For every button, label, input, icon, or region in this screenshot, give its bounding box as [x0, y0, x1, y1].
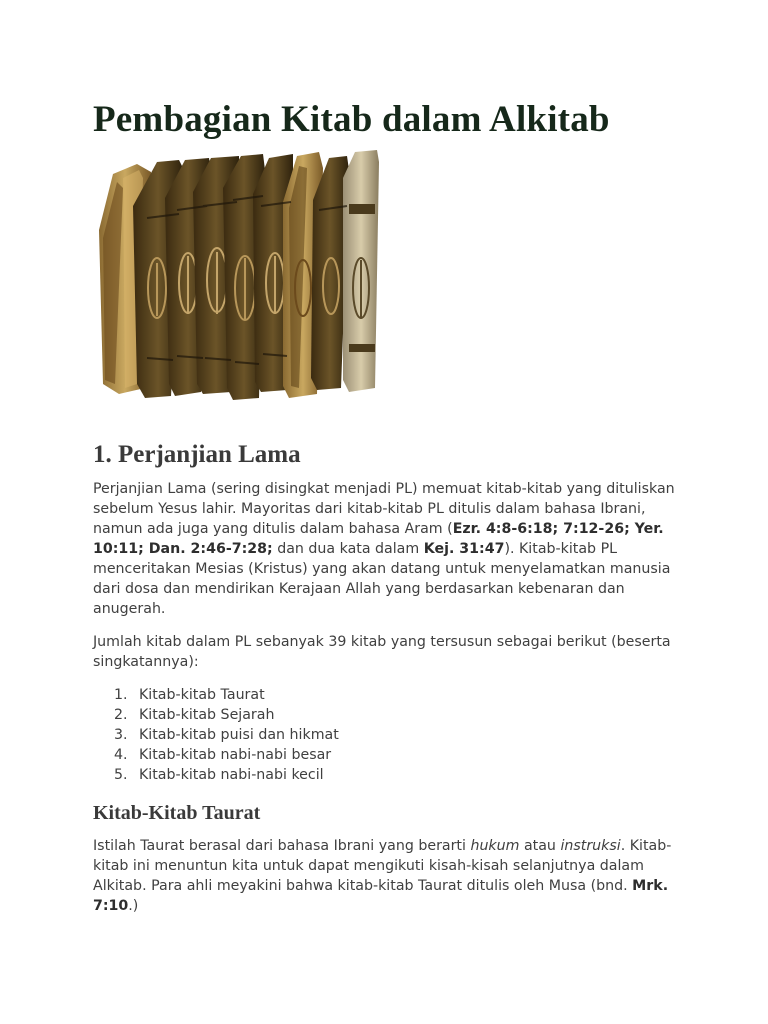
list-item: 2. Kitab-kitab Sejarah [114, 707, 275, 723]
book-category-list [93, 685, 339, 785]
paragraph-kitab-taurat [93, 836, 678, 916]
paragraph-text: atau [519, 838, 561, 854]
old-books-image [93, 148, 385, 404]
page-title: Pembagian Kitab dalam Alkitab [93, 99, 610, 140]
scripture-reference: Ezr. 4:8-6:18; 7:12-26; Yer. 10:11; Dan. 2:46-7:28; [93, 521, 664, 557]
list-item: 5. Kitab-kitab nabi-nabi kecil [114, 767, 324, 783]
paragraph-text: Istilah Taurat berasal dari bahasa Ibrani yang berarti [93, 838, 471, 854]
paragraph-perjanjian-lama [93, 479, 678, 619]
paragraph-text: Perjanjian Lama (sering disingkat menjadi PL) memuat kitab-kitab yang dituliskan sebelum Yesus lahir. Mayoritas dari kitab-kitab PL ditulis dalam bahasa Ibrani, namun ada juga yang ditulis dalam bahasa Aram ( [93, 481, 675, 537]
paragraph-text: .) [128, 898, 139, 914]
section-heading-kitab-taurat: Kitab-Kitab Taurat [93, 802, 261, 824]
emphasis-text: instruksi [560, 838, 621, 854]
paragraph-text: . Kitab-kitab ini menuntun kita untuk dapat mengikuti kisah-kisah selanjutnya dalam Alkitab. Para ahli meyakini bahwa kitab-kitab Taurat ditulis oleh Musa (bnd. [93, 838, 672, 894]
section-heading-perjanjian-lama: 1. Perjanjian Lama [93, 441, 301, 468]
list-item: 3. Kitab-kitab puisi dan hikmat [114, 727, 339, 743]
paragraph-text: ). Kitab-kitab PL menceritakan Mesias (Kristus) yang akan datang untuk menyelamatkan manusia dari dosa dan mendirikan Kerajaan Allah yang berdasarkan kebenaran dan anugerah. [93, 541, 671, 617]
list-item: 1. Kitab-kitab Taurat [114, 687, 265, 703]
scripture-reference: Mrk. 7:10 [93, 878, 669, 914]
list-item: 4. Kitab-kitab nabi-nabi besar [114, 747, 332, 763]
paragraph-jumlah-kitab: Jumlah kitab dalam PL sebanyak 39 kitab yang tersusun sebagai berikut (beserta singkatannya): [93, 634, 671, 670]
paragraph-text: dan dua kata dalam [272, 541, 424, 557]
emphasis-text: hukum [470, 838, 520, 854]
scripture-reference: Kej. 31:47 [423, 541, 505, 557]
